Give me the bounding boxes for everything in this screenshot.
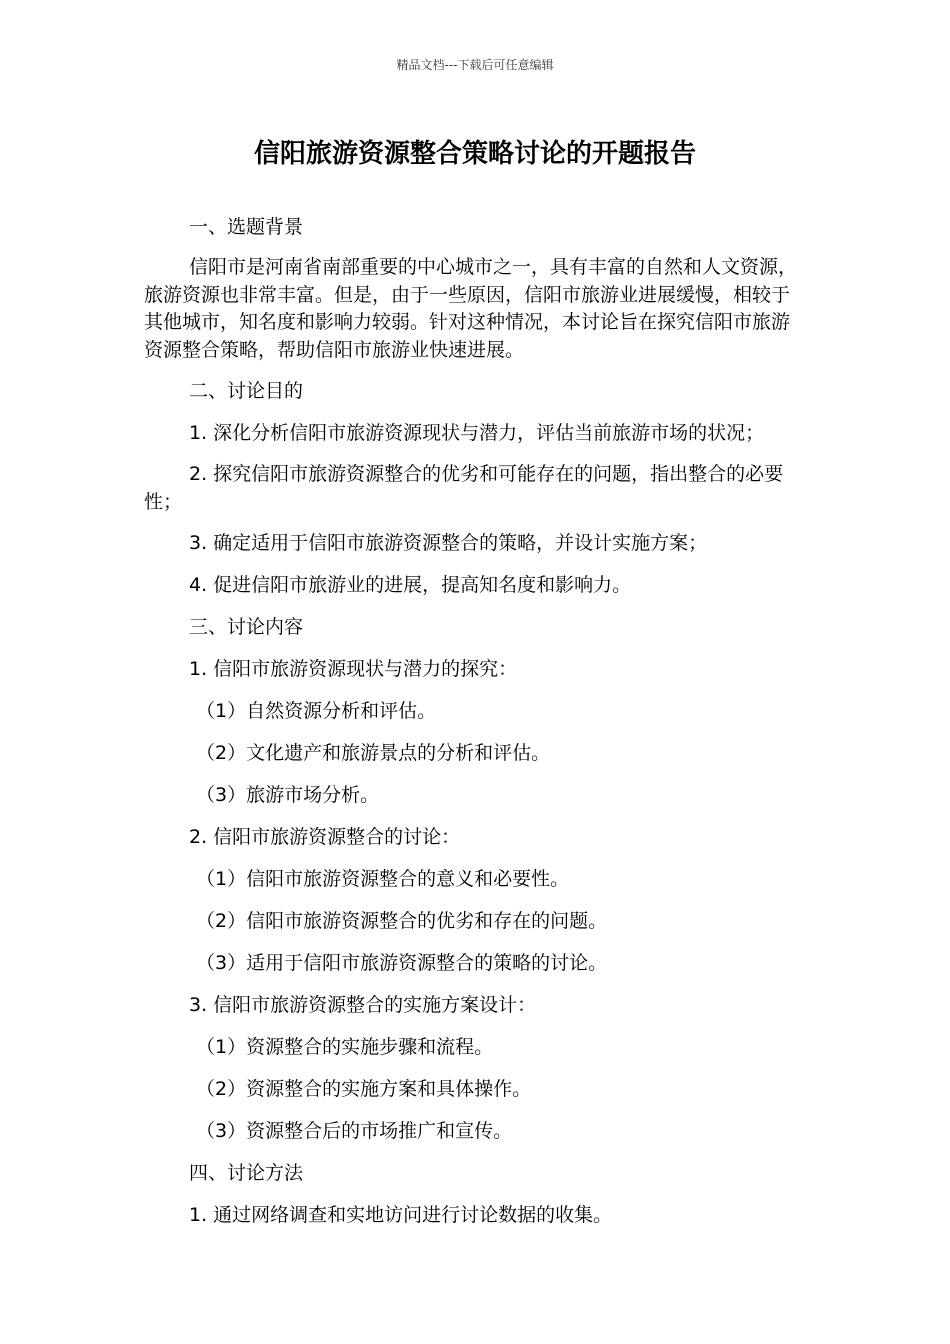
document-body [144,212,806,1242]
header-note: 精品文档---下载后可任意编辑 [396,58,554,72]
content-sub-item: （2）文化遗产和旅游景点的分析和评估。 [196,742,551,764]
purpose-item: 2. 探究信阳市旅游资源整合的优劣和可能存在的问题，指出整合的必要性； [144,463,784,513]
section-heading-content: 三、讨论内容 [189,616,304,638]
purpose-item: 1. 深化分析信阳市旅游资源现状与潜力，评估当前旅游市场的状况； [189,422,765,444]
content-sub-item: （3）资源整合后的市场推广和宣传。 [196,1120,513,1142]
section-heading-method: 四、讨论方法 [189,1162,304,1184]
section-heading-background: 一、选题背景 [189,216,304,238]
document-title: 信阳旅游资源整合策略讨论的开题报告 [253,139,696,169]
method-item: 1. 通过网络调查和实地访问进行讨论数据的收集。 [189,1204,613,1226]
content-group-heading: 2. 信阳市旅游资源整合的讨论： [189,826,461,848]
content-sub-item: （1）资源整合的实施步骤和流程。 [196,1036,494,1058]
content-sub-item: （1）自然资源分析和评估。 [196,700,437,722]
content-group-heading: 3. 信阳市旅游资源整合的实施方案设计： [189,994,537,1016]
content-sub-item: （2）信阳市旅游资源整合的优劣和存在的问题。 [196,910,608,932]
content-sub-item: （2）资源整合的实施方案和具体操作。 [196,1078,532,1100]
purpose-item: 4. 促进信阳市旅游业的进展，提高知名度和影响力。 [189,574,632,596]
purpose-item: 3. 确定适用于信阳市旅游资源整合的策略，并设计实施方案； [189,532,708,554]
content-group-heading: 1. 信阳市旅游资源现状与潜力的探究： [189,658,518,680]
content-sub-item: （1）信阳市旅游资源整合的意义和必要性。 [196,868,570,890]
background-paragraph: 信阳市是河南省南部重要的中心城市之一，具有丰富的自然和人文资源，旅游资源也非常丰富。但是，由于一些原因，信阳市旅游业进展缓慢，相较于其他城市，知名度和影响力较弱。针对这种情况，本讨论旨在探究信阳市旅游资源整合策略，帮助信阳市旅游业快速进展。 [144,256,798,361]
content-sub-item: （3）旅游市场分析。 [196,784,380,806]
section-heading-purpose: 二、讨论目的 [189,380,304,402]
content-sub-item: （3）适用于信阳市旅游资源整合的策略的讨论。 [196,952,608,974]
